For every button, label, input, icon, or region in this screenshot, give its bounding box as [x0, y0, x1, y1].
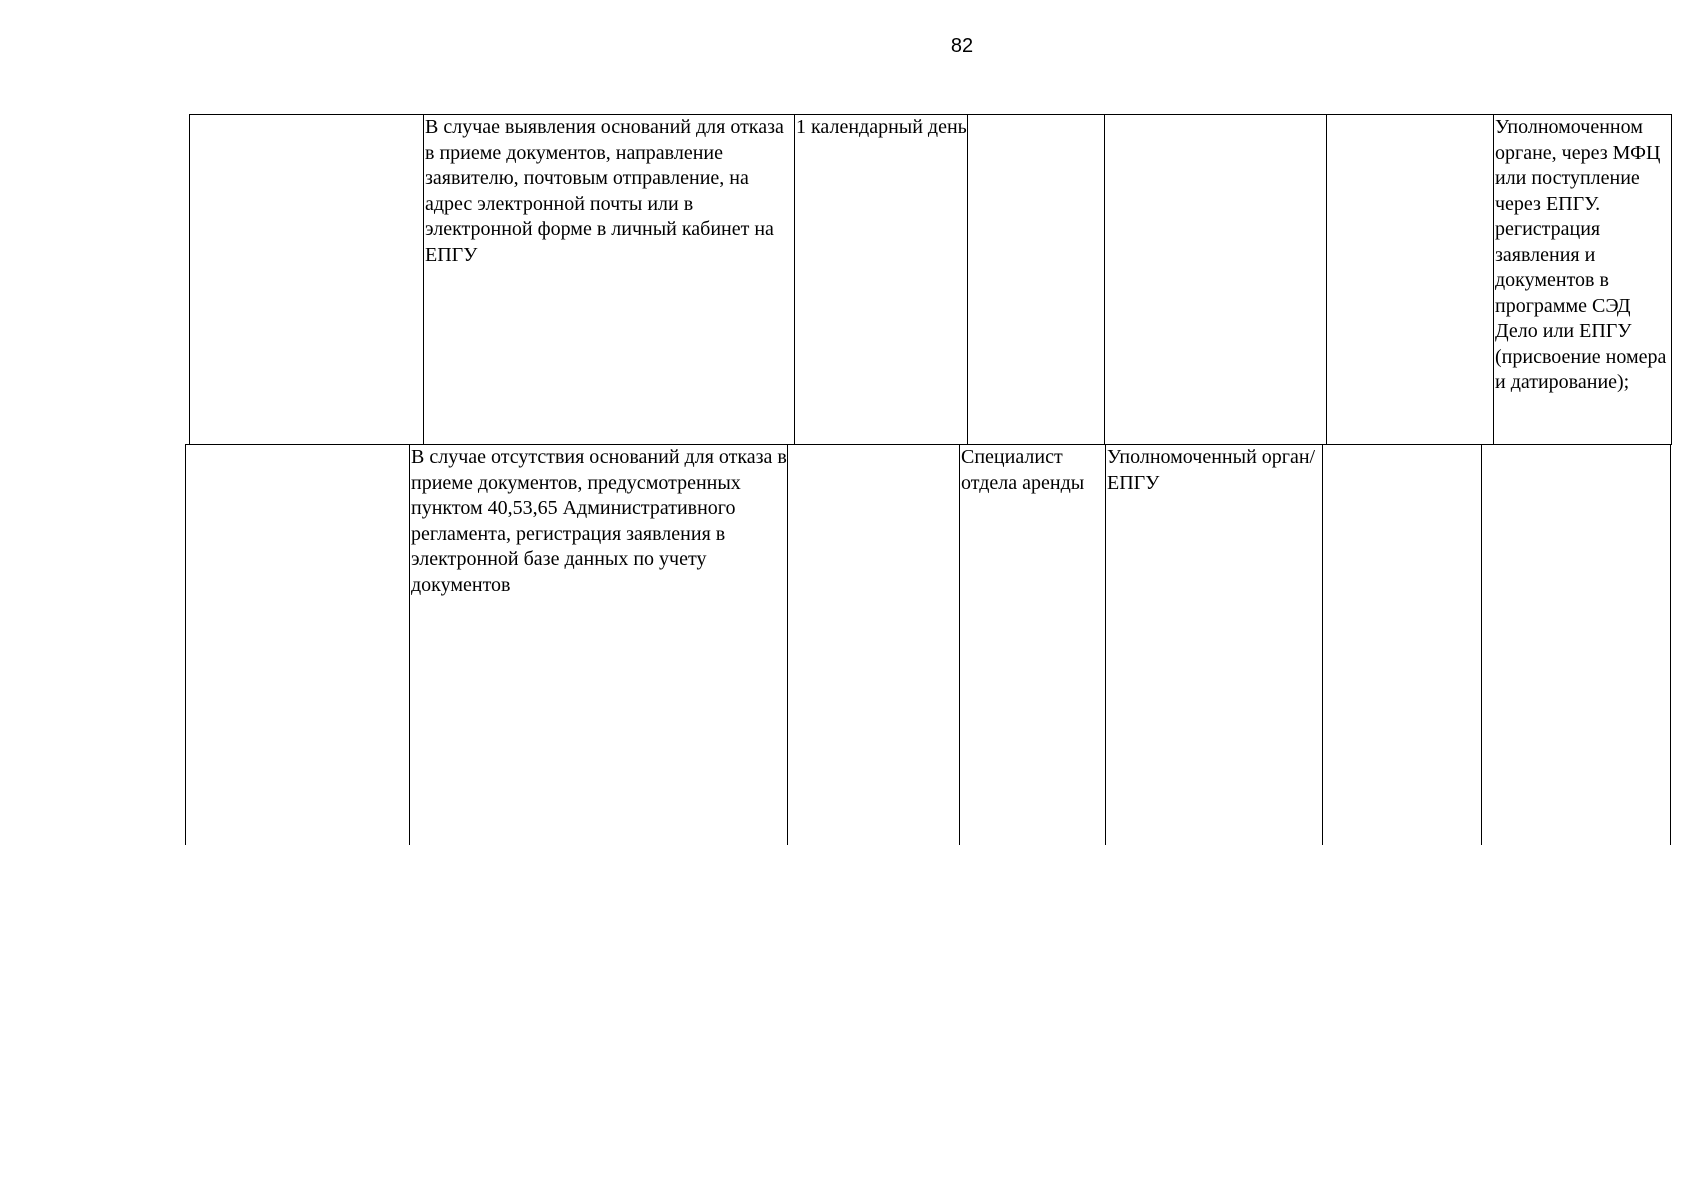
table-row [189, 114, 1672, 445]
table-cell-criteria [1323, 445, 1482, 846]
table-cell-place [1105, 115, 1327, 445]
table-cell-1 [186, 445, 410, 846]
table-cell-term [788, 445, 960, 846]
table-cell-place: Уполномоченный орган/ЕПГУ [1106, 445, 1323, 846]
table-cell-responsible [968, 115, 1105, 445]
table-cell-responsible: Специалист отдела аренды [960, 445, 1106, 846]
table-cell-procedure: В случае отсутствия оснований для отказа в приеме документов, предусмотренных пунктом 40,53,65 Административного регламента, регистрация заявления в электронной базе данных по учету документов [410, 445, 788, 846]
table-cell-result: Уполномоченном органе, через МФЦ или поступление через ЕПГУ. регистрация заявления и документов в программе СЭД Дело или ЕПГУ (присвоение номера и датирование); [1494, 115, 1672, 445]
table-cell-criteria [1327, 115, 1494, 445]
table-row [185, 444, 1671, 845]
table-cell-1 [190, 115, 424, 445]
table-cell-term: 1 календарный день [795, 115, 968, 445]
table-cell-procedure: В случае выявления оснований для отказа в приеме документов, направление заявителю, почтовым отправление, на адрес электронной почты или в электронной форме в личный кабинет на ЕПГУ [424, 115, 795, 445]
table-cell-result [1482, 445, 1671, 846]
page-number: 82 [950, 35, 974, 57]
